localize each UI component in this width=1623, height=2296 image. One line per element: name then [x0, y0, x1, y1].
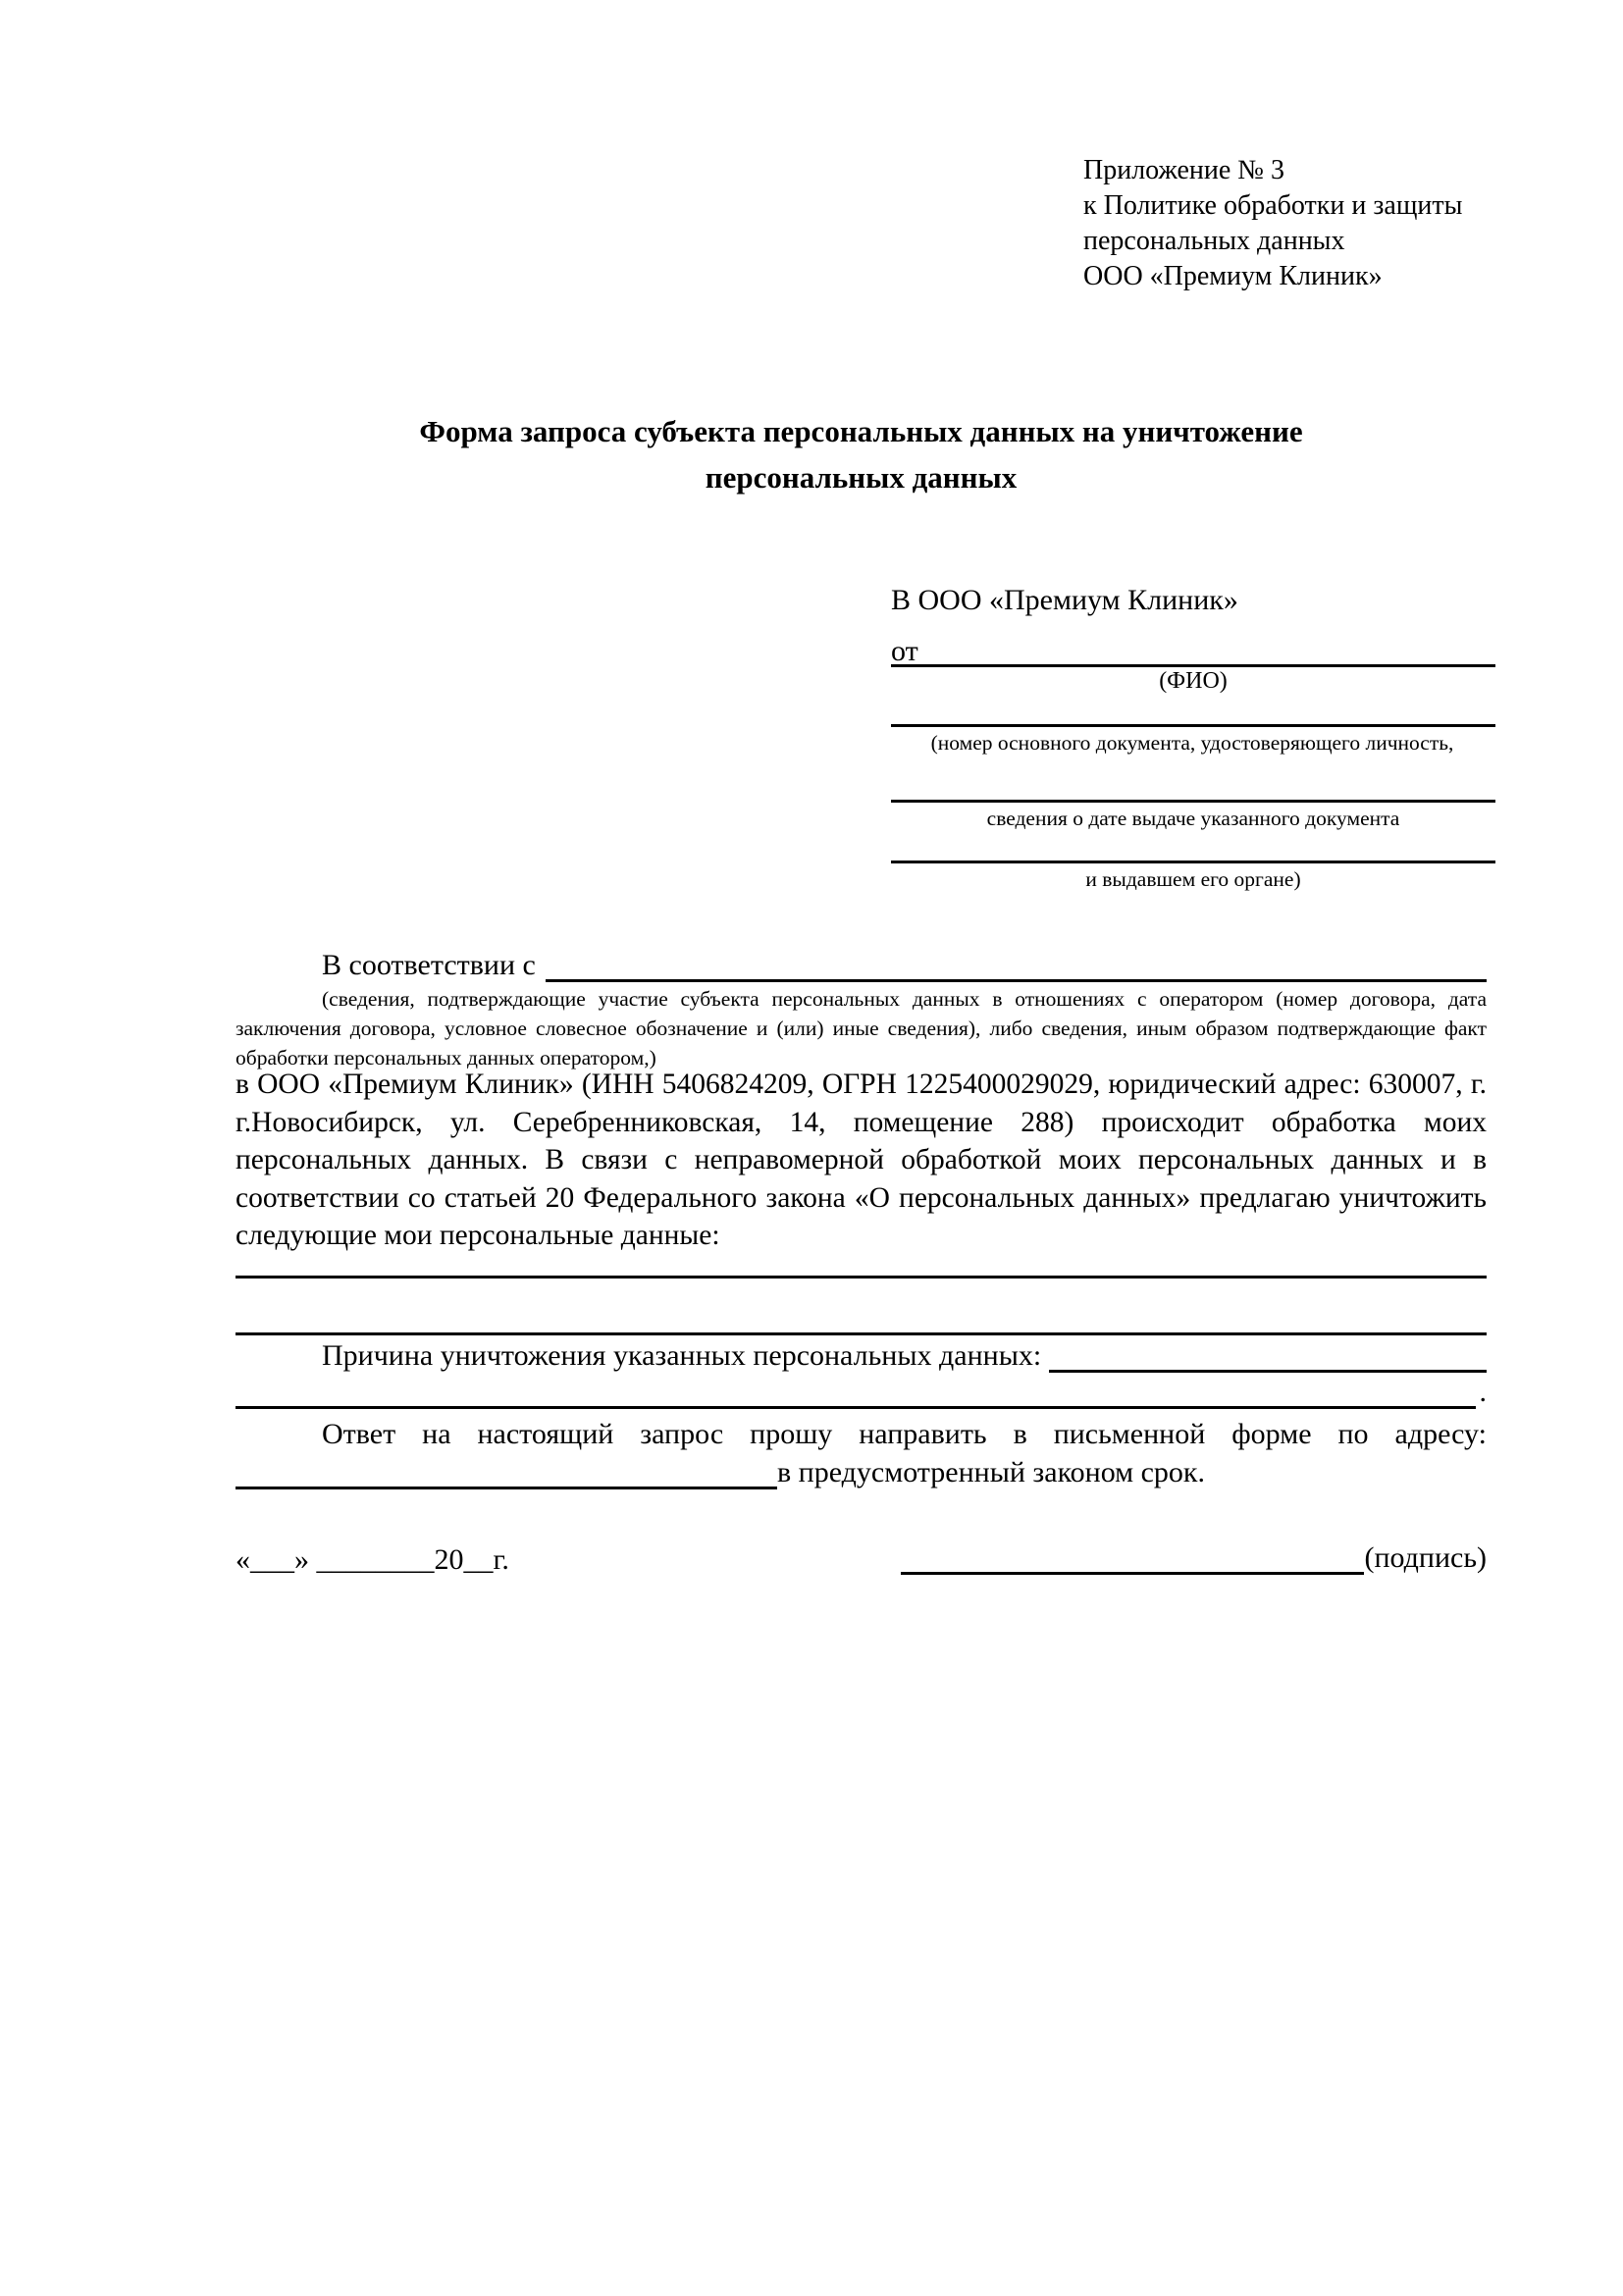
data-blank-line-1 — [236, 1254, 1487, 1278]
addressee-from: от — [891, 635, 918, 667]
issue-date-blank-line — [891, 779, 1495, 803]
reason-continuation-blank-line — [236, 1406, 1476, 1409]
accordance-blank-line — [546, 979, 1487, 982]
document-title-line: Форма запроса субъекта персональных данных на уничтожение — [419, 414, 1303, 448]
address-blank-line — [236, 1487, 777, 1489]
issuing-authority-blank-line — [891, 840, 1495, 863]
response-line: Ответ на настоящий запрос прошу направить в письменной форме по адресу: — [322, 1418, 1487, 1450]
deadline-row — [236, 1458, 1487, 1489]
signature-field — [901, 1543, 1487, 1575]
period-mark: . — [1479, 1376, 1487, 1408]
reason-label: Причина уничтожения указанных персональных данных: — [322, 1339, 1042, 1372]
deadline-text: в предусмотренный законом срок. — [777, 1456, 1205, 1488]
accordance-label: В соответствии с — [322, 949, 536, 981]
header-line: ООО «Премиум Клиник» — [1083, 261, 1383, 291]
issue-date-caption: сведения о дате выдаче указанного документа — [986, 807, 1400, 830]
fio-blank-line — [891, 644, 1495, 667]
fio-caption: (ФИО) — [1159, 668, 1228, 694]
signature-caption: (подпись) — [1364, 1541, 1487, 1574]
signature-blank-line — [901, 1572, 1364, 1575]
header-line: Приложение № 3 — [1083, 155, 1284, 185]
document-number-blank-line — [891, 704, 1495, 727]
reason-row — [236, 1339, 1487, 1373]
data-blank-line-2 — [236, 1311, 1487, 1335]
accordance-note: (сведения, подтверждающие участие субъекта персональных данных в отношениях с оператором (номер договора, дата заключения договора, условное словесное обозначение и (или) иные сведения), либо сведения, иным образом подтверждающие факт обработки персональных данных оператором,) — [236, 987, 1487, 1070]
document-number-caption: (номер основного документа, удостоверяющего личность, — [930, 731, 1454, 755]
document-title-line: персональных данных — [705, 460, 1018, 495]
header-line: персональных данных — [1083, 226, 1345, 256]
addressee-to: В ООО «Премиум Клиник» — [891, 584, 1238, 616]
header-line: к Политике обработки и защиты — [1083, 190, 1463, 221]
main-paragraph: в ООО «Премиум Клиник» (ИНН 5406824209, ОГРН 1225400029029, юридический адрес: 630007, г. г.Новосибирск, ул. Серебренниковская, 14, помещение 288) происходит обработка моих персональных данных. В связи с неправомерной обработкой моих персональных данных и в соответствии со статьей 20 Федерального закона «О персональных данных» предлагаю уничтожить следующие мои персональные данные: — [236, 1069, 1487, 1252]
document-title — [236, 408, 1487, 500]
date-field: «___» ________20__г. — [236, 1543, 509, 1576]
accordance-row — [236, 945, 1487, 982]
header-appendix-block — [1083, 153, 1462, 294]
reason-blank-line — [1049, 1370, 1487, 1373]
issuing-authority-caption: и выдавшем его органе) — [1085, 867, 1301, 891]
reason-continuation-row — [236, 1376, 1487, 1409]
